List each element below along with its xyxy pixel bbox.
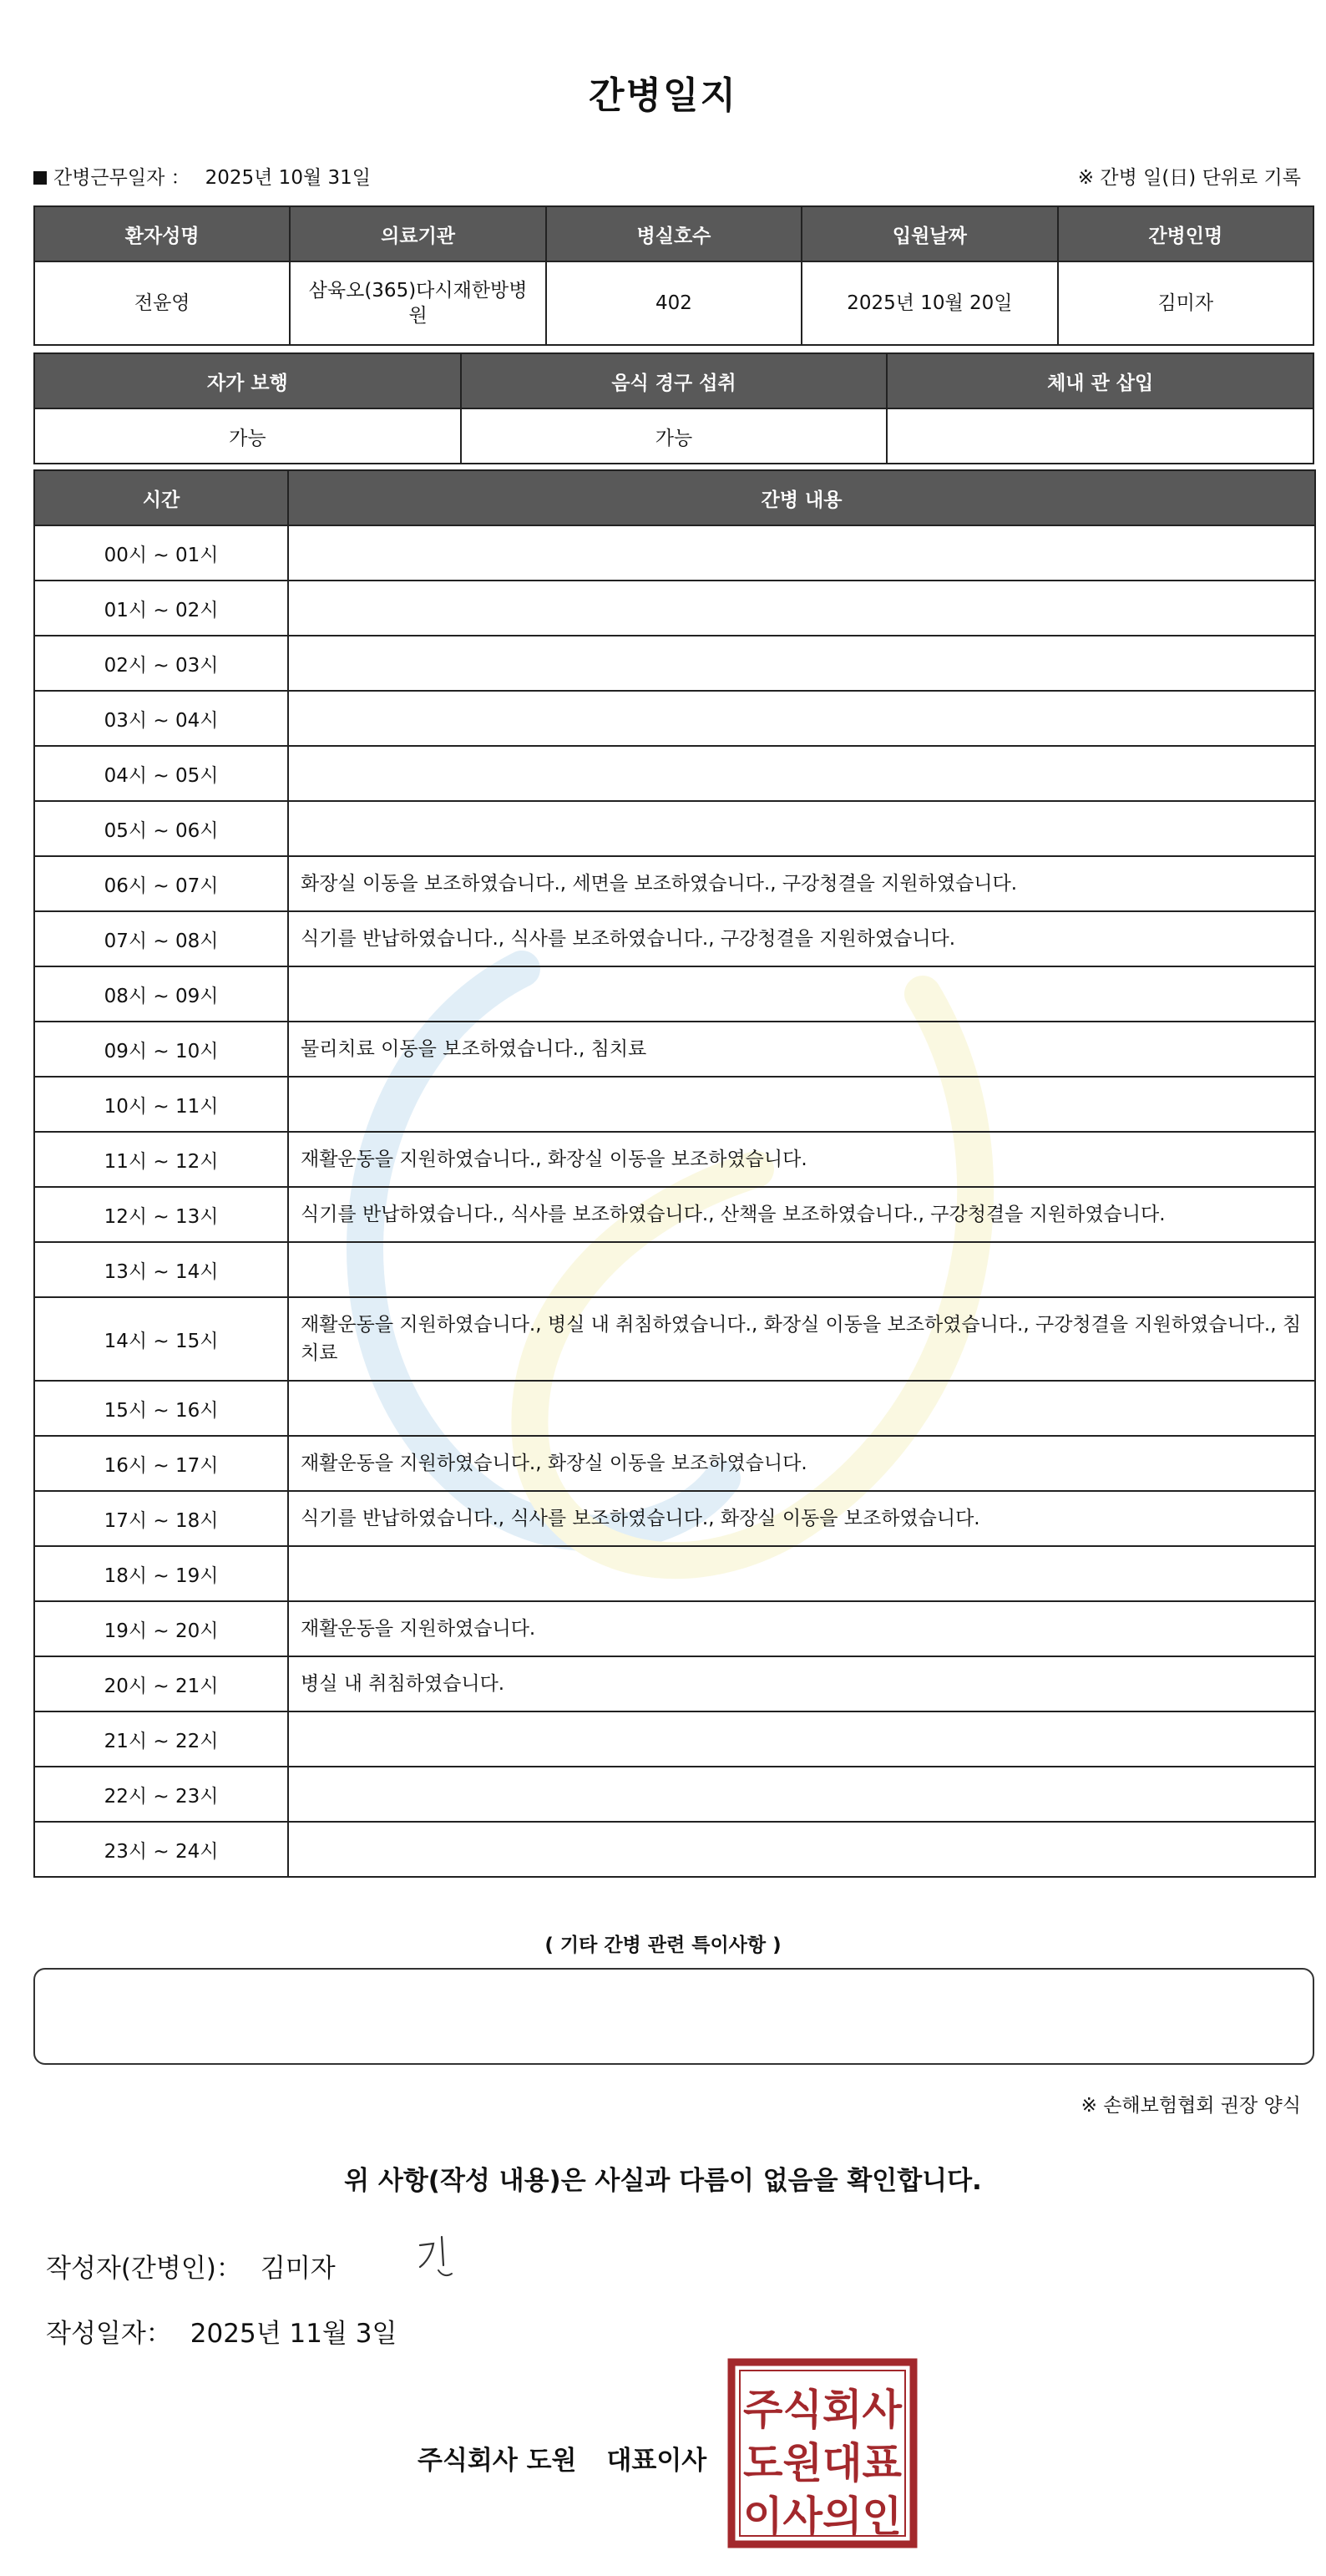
work-date-value: 2025년 10월 31일 bbox=[205, 167, 371, 189]
log-time: 05시 ~ 06시 bbox=[34, 801, 288, 856]
log-time: 20시 ~ 21시 bbox=[34, 1656, 288, 1711]
abilities-value-row bbox=[34, 408, 1313, 464]
writer-line bbox=[46, 2247, 336, 2284]
log-time: 17시 ~ 18시 bbox=[34, 1491, 288, 1546]
log-time: 06시 ~ 07시 bbox=[34, 856, 288, 911]
header-care-content: 간병 내용 bbox=[288, 470, 1315, 525]
table-row bbox=[34, 1436, 1315, 1491]
log-content bbox=[288, 581, 1315, 636]
log-time: 22시 ~ 23시 bbox=[34, 1767, 288, 1822]
log-content bbox=[288, 691, 1315, 746]
table-row bbox=[34, 856, 1315, 911]
self-walking-value: 가능 bbox=[34, 408, 461, 464]
handwritten-signature bbox=[413, 2232, 463, 2282]
ceo-label: 대표이사 bbox=[606, 2446, 707, 2476]
write-date-label: 작성일자： bbox=[46, 2319, 172, 2349]
log-content bbox=[288, 636, 1315, 691]
log-time: 23시 ~ 24시 bbox=[34, 1822, 288, 1877]
log-content: 식기를 반납하였습니다., 식사를 보조하였습니다., 산책을 보조하였습니다., 구강청결을 지원하였습니다. bbox=[288, 1187, 1315, 1242]
log-time: 14시 ~ 15시 bbox=[34, 1297, 288, 1381]
svg-text:이사의인: 이사의인 bbox=[743, 2492, 902, 2541]
tube-insertion-value bbox=[887, 408, 1313, 464]
log-content bbox=[288, 1381, 1315, 1436]
table-row bbox=[34, 1077, 1315, 1132]
table-row bbox=[34, 1297, 1315, 1381]
svg-text:주식회사: 주식회사 bbox=[743, 2386, 903, 2434]
log-time: 02시 ~ 03시 bbox=[34, 636, 288, 691]
log-content: 병실 내 취침하였습니다. bbox=[288, 1656, 1315, 1711]
table-row bbox=[34, 1711, 1315, 1767]
hospital-name: 삼육오(365)다시재한방병원 bbox=[290, 261, 545, 345]
header-caregiver-name: 간병인명 bbox=[1058, 206, 1313, 261]
company-seal-stamp bbox=[726, 2357, 919, 2549]
log-content bbox=[288, 1711, 1315, 1767]
log-content: 식기를 반납하였습니다., 식사를 보조하였습니다., 화장실 이동을 보조하였습니다. bbox=[288, 1491, 1315, 1546]
svg-text:도원대표: 도원대표 bbox=[743, 2439, 903, 2487]
log-content: 물리치료 이동을 보조하였습니다., 침치료 bbox=[288, 1022, 1315, 1077]
log-content bbox=[288, 1767, 1315, 1822]
room-number: 402 bbox=[546, 261, 802, 345]
log-content bbox=[288, 1822, 1315, 1877]
table-row bbox=[34, 1022, 1315, 1077]
header-tube-insertion: 체내 관 삽입 bbox=[887, 353, 1313, 408]
table-row bbox=[34, 1132, 1315, 1187]
special-notes-box bbox=[33, 1968, 1314, 2065]
log-content bbox=[288, 1242, 1315, 1297]
log-time: 21시 ~ 22시 bbox=[34, 1711, 288, 1767]
header-time: 시간 bbox=[34, 470, 288, 525]
log-time: 00시 ~ 01시 bbox=[34, 525, 288, 581]
special-notes-title: ( 기타 간병 관련 특이사항 ) bbox=[544, 1935, 782, 1956]
log-time: 11시 ~ 12시 bbox=[34, 1132, 288, 1187]
write-date-line bbox=[46, 2312, 397, 2350]
table-row bbox=[34, 911, 1315, 966]
work-date-label: 간병근무일자 ： bbox=[53, 167, 190, 189]
care-log-table bbox=[33, 469, 1316, 1878]
record-note: ※ 간병 일(日) 단위로 기록 bbox=[1077, 167, 1301, 189]
log-time: 03시 ~ 04시 bbox=[34, 691, 288, 746]
table-row bbox=[34, 1656, 1315, 1711]
log-content bbox=[288, 746, 1315, 801]
log-time: 16시 ~ 17시 bbox=[34, 1436, 288, 1491]
table-row bbox=[34, 1242, 1315, 1297]
oral-intake-value: 가능 bbox=[461, 408, 888, 464]
log-time: 07시 ~ 08시 bbox=[34, 911, 288, 966]
header-admission-date: 입원날짜 bbox=[802, 206, 1057, 261]
work-date bbox=[33, 162, 371, 190]
patient-info-value-row bbox=[34, 261, 1313, 345]
header-patient-name: 환자성명 bbox=[34, 206, 290, 261]
company-line bbox=[418, 2439, 706, 2477]
log-content bbox=[288, 525, 1315, 581]
table-row bbox=[34, 636, 1315, 691]
log-time: 10시 ~ 11시 bbox=[34, 1077, 288, 1132]
log-time: 09시 ~ 10시 bbox=[34, 1022, 288, 1077]
log-time: 04시 ~ 05시 bbox=[34, 746, 288, 801]
caregiver-name: 김미자 bbox=[1058, 261, 1313, 345]
log-content: 화장실 이동을 보조하였습니다., 세면을 보조하였습니다., 구강청결을 지원하였습니다. bbox=[288, 856, 1315, 911]
writer-name: 김미자 bbox=[260, 2254, 336, 2284]
admission-date: 2025년 10월 20일 bbox=[802, 261, 1057, 345]
log-content bbox=[288, 1546, 1315, 1601]
page-title: 간병일지 bbox=[588, 74, 737, 117]
table-row bbox=[34, 1822, 1315, 1877]
table-row bbox=[34, 746, 1315, 801]
log-content bbox=[288, 801, 1315, 856]
patient-info-table bbox=[33, 205, 1314, 346]
log-content: 재활운동을 지원하였습니다., 화장실 이동을 보조하였습니다. bbox=[288, 1436, 1315, 1491]
table-row bbox=[34, 801, 1315, 856]
log-time: 15시 ~ 16시 bbox=[34, 1381, 288, 1436]
header-hospital: 의료기관 bbox=[290, 206, 545, 261]
log-time: 12시 ~ 13시 bbox=[34, 1187, 288, 1242]
header-room-number: 병실호수 bbox=[546, 206, 802, 261]
table-row bbox=[34, 1601, 1315, 1656]
log-time: 08시 ~ 09시 bbox=[34, 966, 288, 1022]
table-row bbox=[34, 1767, 1315, 1822]
table-row bbox=[34, 1546, 1315, 1601]
table-row bbox=[34, 1381, 1315, 1436]
log-content: 재활운동을 지원하였습니다., 병실 내 취침하였습니다., 화장실 이동을 보조하였습니다., 구강청결을 지원하였습니다., 침치료 bbox=[288, 1297, 1315, 1381]
company-name: 주식회사 도원 bbox=[418, 2446, 577, 2476]
log-time: 18시 ~ 19시 bbox=[34, 1546, 288, 1601]
log-time: 13시 ~ 14시 bbox=[34, 1242, 288, 1297]
abilities-header-row bbox=[34, 353, 1313, 408]
table-row bbox=[34, 525, 1315, 581]
header-self-walking: 자가 보행 bbox=[34, 353, 461, 408]
abilities-table bbox=[33, 352, 1314, 464]
care-log-header-row bbox=[34, 470, 1315, 525]
confirm-statement: 위 사항(작성 내용)은 사실과 다름이 없음을 확인합니다. bbox=[344, 2166, 982, 2196]
patient-info-header-row bbox=[34, 206, 1313, 261]
log-content: 재활운동을 지원하였습니다., 화장실 이동을 보조하였습니다. bbox=[288, 1132, 1315, 1187]
recommend-note: ※ 손해보험협회 권장 양식 bbox=[1081, 2095, 1301, 2117]
table-row bbox=[34, 581, 1315, 636]
square-bullet-icon bbox=[33, 171, 47, 185]
log-time: 19시 ~ 20시 bbox=[34, 1601, 288, 1656]
log-content bbox=[288, 966, 1315, 1022]
log-content bbox=[288, 1077, 1315, 1132]
table-row bbox=[34, 1491, 1315, 1546]
table-row bbox=[34, 1187, 1315, 1242]
patient-name: 전윤영 bbox=[34, 261, 290, 345]
log-time: 01시 ~ 02시 bbox=[34, 581, 288, 636]
log-content: 재활운동을 지원하였습니다. bbox=[288, 1601, 1315, 1656]
table-row bbox=[34, 691, 1315, 746]
writer-label: 작성자(간병인)： bbox=[46, 2254, 242, 2284]
header-oral-intake: 음식 경구 섭취 bbox=[461, 353, 888, 408]
write-date-value: 2025년 11월 3일 bbox=[190, 2319, 397, 2349]
log-content: 식기를 반납하였습니다., 식사를 보조하였습니다., 구강청결을 지원하였습니다. bbox=[288, 911, 1315, 966]
table-row bbox=[34, 966, 1315, 1022]
